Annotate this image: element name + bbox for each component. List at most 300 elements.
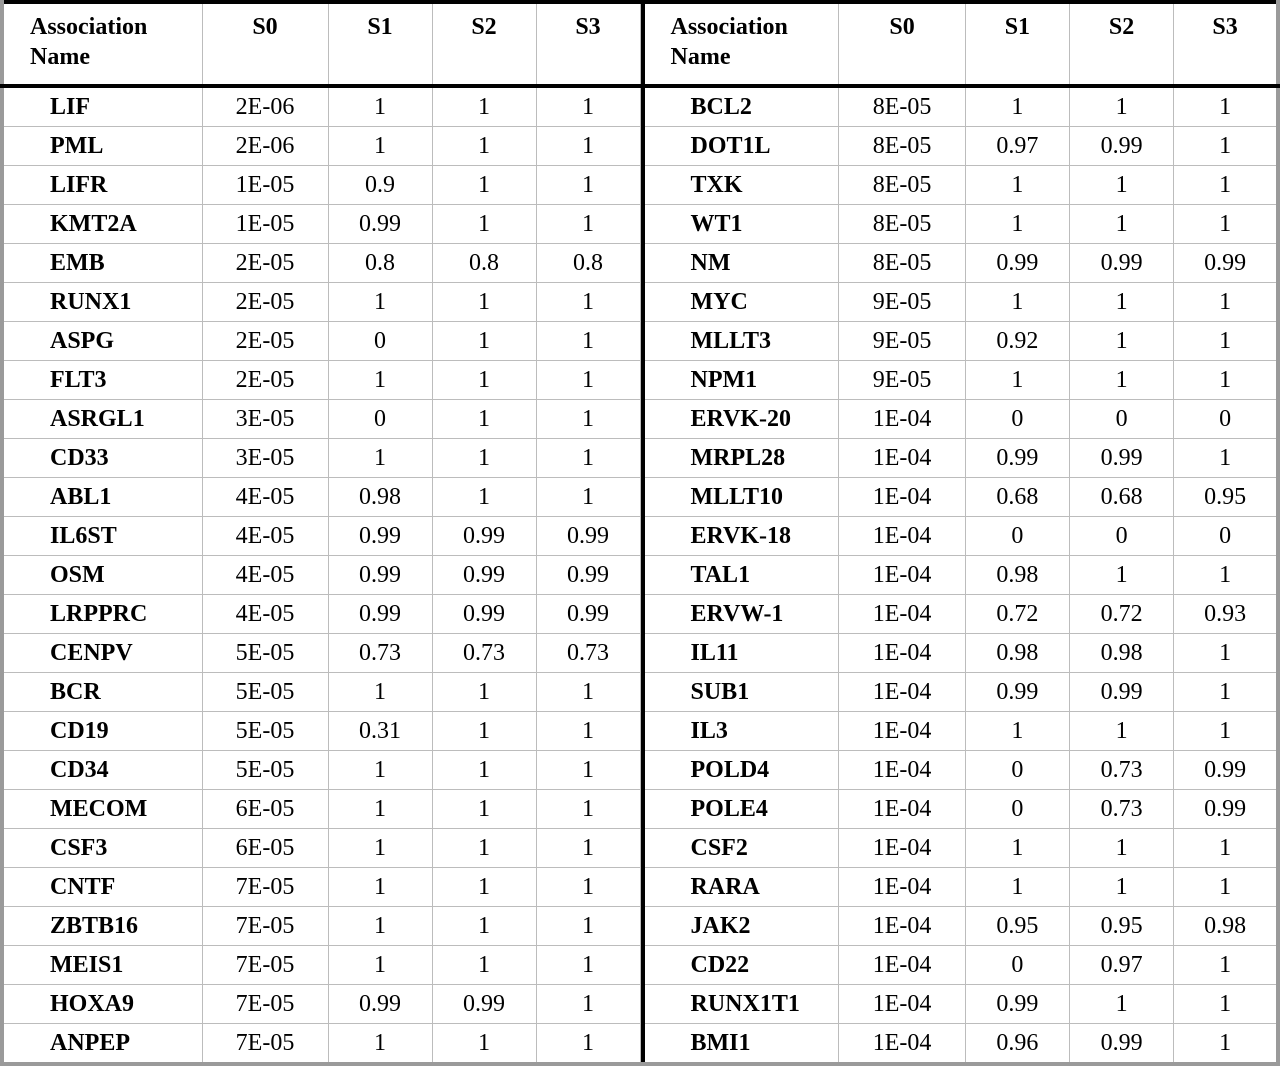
table-row: [2, 283, 640, 322]
cell-association-name: TAL1: [643, 556, 839, 595]
cell-s0: 1E-04: [839, 985, 965, 1024]
table-row: [643, 400, 1279, 439]
cell-s1: 1: [965, 86, 1069, 127]
cell-s0: 1E-04: [839, 634, 965, 673]
cell-s1: 1: [965, 361, 1069, 400]
cell-s2: 1: [432, 478, 536, 517]
cell-s1: 0.99: [328, 517, 432, 556]
cell-association-name: RUNX1T1: [643, 985, 839, 1024]
cell-s3: 1: [536, 712, 640, 751]
cell-s2: 1: [1069, 283, 1173, 322]
cell-s0: 5E-05: [202, 751, 328, 790]
table-row: [643, 283, 1279, 322]
table-row: [643, 166, 1279, 205]
cell-association-name: POLE4: [643, 790, 839, 829]
cell-s0: 7E-05: [202, 1024, 328, 1065]
cell-s1: 1: [328, 946, 432, 985]
cell-s3: 0.99: [1174, 244, 1278, 283]
cell-association-name: SUB1: [643, 673, 839, 712]
cell-association-name: CD34: [2, 751, 202, 790]
cell-s3: 1: [1174, 829, 1278, 868]
cell-s3: 1: [1174, 712, 1278, 751]
cell-association-name: FLT3: [2, 361, 202, 400]
cell-association-name: JAK2: [643, 907, 839, 946]
table-row: [643, 751, 1279, 790]
cell-association-name: ABL1: [2, 478, 202, 517]
table-row: [643, 712, 1279, 751]
cell-s3: 0.93: [1174, 595, 1278, 634]
cell-s3: 1: [1174, 673, 1278, 712]
cell-s2: 0.99: [432, 985, 536, 1024]
table-row: [2, 361, 640, 400]
column-header-s1: S1: [965, 2, 1069, 86]
cell-s3: 1: [1174, 439, 1278, 478]
cell-s2: 1: [432, 166, 536, 205]
cell-association-name: KMT2A: [2, 205, 202, 244]
table-row: [643, 634, 1279, 673]
table-row: [2, 166, 640, 205]
cell-association-name: CD22: [643, 946, 839, 985]
cell-association-name: ANPEP: [2, 1024, 202, 1065]
cell-s1: 0: [965, 400, 1069, 439]
table-row: [2, 595, 640, 634]
cell-s0: 8E-05: [839, 244, 965, 283]
cell-s3: 1: [536, 205, 640, 244]
cell-s1: 1: [965, 283, 1069, 322]
cell-s2: 1: [432, 712, 536, 751]
cell-s0: 5E-05: [202, 634, 328, 673]
column-header-name-line2: Name: [670, 44, 731, 70]
cell-s2: 1: [432, 205, 536, 244]
cell-s2: 0.97: [1069, 946, 1173, 985]
cell-s2: 1: [432, 751, 536, 790]
table-row: [2, 127, 640, 166]
cell-s1: 0: [328, 400, 432, 439]
cell-s1: 0.8: [328, 244, 432, 283]
cell-s2: 0.98: [1069, 634, 1173, 673]
cell-association-name: MLLT10: [643, 478, 839, 517]
cell-s0: 1E-04: [839, 868, 965, 907]
table-body-left: [2, 86, 640, 1064]
cell-association-name: ASRGL1: [2, 400, 202, 439]
cell-s2: 1: [432, 361, 536, 400]
cell-s0: 9E-05: [839, 322, 965, 361]
cell-s1: 1: [328, 1024, 432, 1065]
cell-s2: 0.68: [1069, 478, 1173, 517]
table-row: [643, 868, 1279, 907]
cell-s1: 0.98: [965, 634, 1069, 673]
cell-s2: 0: [1069, 400, 1173, 439]
cell-s0: 4E-05: [202, 478, 328, 517]
cell-s2: 1: [432, 868, 536, 907]
cell-s0: 6E-05: [202, 829, 328, 868]
cell-association-name: ERVK-18: [643, 517, 839, 556]
cell-s3: 0.98: [1174, 907, 1278, 946]
cell-s3: 0.99: [1174, 790, 1278, 829]
cell-s0: 9E-05: [839, 283, 965, 322]
cell-s0: 2E-05: [202, 244, 328, 283]
cell-s2: 1: [1069, 556, 1173, 595]
cell-s3: 1: [1174, 86, 1278, 127]
column-header-s1: S1: [328, 2, 432, 86]
cell-s2: 0.99: [432, 517, 536, 556]
table-row: [2, 673, 640, 712]
cell-association-name: MLLT3: [643, 322, 839, 361]
cell-association-name: CENPV: [2, 634, 202, 673]
cell-s1: 1: [965, 868, 1069, 907]
cell-s3: 0: [1174, 517, 1278, 556]
cell-association-name: IL11: [643, 634, 839, 673]
cell-s0: 1E-04: [839, 400, 965, 439]
cell-s2: 0.99: [1069, 244, 1173, 283]
table-row: [2, 712, 640, 751]
cell-s0: 1E-04: [839, 751, 965, 790]
cell-s1: 1: [328, 439, 432, 478]
cell-s3: 1: [1174, 322, 1278, 361]
cell-s3: 0.99: [536, 517, 640, 556]
table-row: [643, 595, 1279, 634]
cell-s2: 0.99: [1069, 1024, 1173, 1065]
cell-s1: 1: [328, 790, 432, 829]
cell-s0: 8E-05: [839, 205, 965, 244]
cell-s3: 0: [1174, 400, 1278, 439]
cell-s3: 1: [536, 673, 640, 712]
cell-association-name: LRPPRC: [2, 595, 202, 634]
table-row: [2, 634, 640, 673]
cell-s1: 0.98: [328, 478, 432, 517]
cell-s1: 1: [328, 868, 432, 907]
cell-s3: 1: [536, 829, 640, 868]
cell-s0: 8E-05: [839, 166, 965, 205]
cell-s0: 2E-06: [202, 86, 328, 127]
cell-association-name: CNTF: [2, 868, 202, 907]
cell-association-name: MECOM: [2, 790, 202, 829]
cell-association-name: OSM: [2, 556, 202, 595]
cell-s2: 0.99: [432, 595, 536, 634]
cell-association-name: TXK: [643, 166, 839, 205]
table-row: [2, 205, 640, 244]
cell-s1: 1: [965, 712, 1069, 751]
cell-s1: 0.99: [328, 595, 432, 634]
cell-association-name: ZBTB16: [2, 907, 202, 946]
table-row: [643, 1024, 1279, 1065]
cell-s3: 1: [536, 361, 640, 400]
column-header-s0: S0: [202, 2, 328, 86]
cell-s3: 1: [536, 868, 640, 907]
cell-s2: 1: [432, 790, 536, 829]
table-row: [2, 400, 640, 439]
cell-association-name: LIF: [2, 86, 202, 127]
cell-s1: 1: [328, 86, 432, 127]
column-header-name-line1: Association: [30, 14, 148, 40]
cell-s0: 1E-04: [839, 907, 965, 946]
cell-s3: 1: [1174, 868, 1278, 907]
cell-association-name: IL3: [643, 712, 839, 751]
cell-s2: 0.73: [1069, 751, 1173, 790]
cell-s3: 1: [1174, 127, 1278, 166]
cell-s3: 0.73: [536, 634, 640, 673]
cell-s2: 0.73: [1069, 790, 1173, 829]
cell-s3: 1: [1174, 166, 1278, 205]
cell-association-name: ASPG: [2, 322, 202, 361]
column-header-association-name: [2, 2, 202, 86]
cell-s1: 0: [328, 322, 432, 361]
table-row: [2, 907, 640, 946]
cell-s2: 0.99: [1069, 439, 1173, 478]
cell-s3: 1: [536, 439, 640, 478]
cell-s2: 1: [432, 322, 536, 361]
table-row: [643, 673, 1279, 712]
cell-s0: 7E-05: [202, 907, 328, 946]
column-header-association-name: [643, 2, 839, 86]
cell-association-name: DOT1L: [643, 127, 839, 166]
cell-s2: 0.95: [1069, 907, 1173, 946]
table-row: [643, 127, 1279, 166]
cell-s1: 0.97: [965, 127, 1069, 166]
cell-s1: 0.31: [328, 712, 432, 751]
table-row: [2, 829, 640, 868]
cell-s3: 1: [536, 907, 640, 946]
cell-s1: 1: [328, 361, 432, 400]
cell-s1: 0.95: [965, 907, 1069, 946]
cell-association-name: MEIS1: [2, 946, 202, 985]
cell-association-name: PML: [2, 127, 202, 166]
cell-s3: 1: [1174, 985, 1278, 1024]
cell-s3: 1: [536, 751, 640, 790]
cell-s1: 0.98: [965, 556, 1069, 595]
table-row: [2, 556, 640, 595]
table-row: [643, 322, 1279, 361]
cell-s3: 1: [536, 322, 640, 361]
cell-association-name: BCL2: [643, 86, 839, 127]
cell-s2: 0.99: [1069, 673, 1173, 712]
table-row: [2, 868, 640, 907]
cell-s0: 4E-05: [202, 517, 328, 556]
cell-association-name: MYC: [643, 283, 839, 322]
cell-association-name: NM: [643, 244, 839, 283]
table-row: [643, 790, 1279, 829]
cell-s0: 7E-05: [202, 868, 328, 907]
cell-s1: 0.73: [328, 634, 432, 673]
cell-s0: 1E-04: [839, 712, 965, 751]
cell-s0: 1E-05: [202, 166, 328, 205]
cell-s2: 1: [432, 283, 536, 322]
cell-s2: 1: [1069, 86, 1173, 127]
cell-s2: 1: [432, 86, 536, 127]
cell-s0: 9E-05: [839, 361, 965, 400]
cell-association-name: BCR: [2, 673, 202, 712]
cell-s0: 7E-05: [202, 985, 328, 1024]
cell-s3: 1: [1174, 205, 1278, 244]
cell-s3: 1: [1174, 283, 1278, 322]
table-row: [643, 946, 1279, 985]
cell-s2: 1: [1069, 712, 1173, 751]
cell-s2: 1: [432, 127, 536, 166]
cell-association-name: IL6ST: [2, 517, 202, 556]
cell-s0: 2E-06: [202, 127, 328, 166]
table-row: [2, 322, 640, 361]
cell-s0: 3E-05: [202, 400, 328, 439]
cell-s3: 1: [536, 283, 640, 322]
cell-s2: 0.72: [1069, 595, 1173, 634]
cell-s3: 1: [536, 790, 640, 829]
cell-s3: 1: [536, 127, 640, 166]
cell-s1: 0.9: [328, 166, 432, 205]
cell-association-name: ERVW-1: [643, 595, 839, 634]
column-header-s2: S2: [1069, 2, 1173, 86]
cell-s0: 4E-05: [202, 595, 328, 634]
cell-s0: 1E-04: [839, 517, 965, 556]
cell-s1: 0.99: [965, 244, 1069, 283]
cell-s2: 0.99: [1069, 127, 1173, 166]
cell-s1: 1: [965, 166, 1069, 205]
cell-s2: 0.99: [432, 556, 536, 595]
header-row: [2, 2, 640, 86]
cell-s1: 1: [328, 751, 432, 790]
table-row: [643, 985, 1279, 1024]
table-row: [2, 244, 640, 283]
cell-s1: 0: [965, 946, 1069, 985]
cell-s0: 2E-05: [202, 361, 328, 400]
cell-s1: 1: [328, 907, 432, 946]
cell-s1: 0: [965, 517, 1069, 556]
cell-s2: 1: [432, 439, 536, 478]
cell-s2: 1: [1069, 868, 1173, 907]
cell-s3: 1: [536, 985, 640, 1024]
cell-s1: 0.99: [965, 985, 1069, 1024]
column-header-s3: S3: [1174, 2, 1278, 86]
cell-s1: 0.68: [965, 478, 1069, 517]
cell-association-name: LIFR: [2, 166, 202, 205]
cell-s2: 1: [1069, 205, 1173, 244]
table-row: [2, 790, 640, 829]
table-row: [643, 86, 1279, 127]
cell-s2: 1: [1069, 322, 1173, 361]
cell-s3: 1: [1174, 556, 1278, 595]
cell-association-name: CSF2: [643, 829, 839, 868]
cell-association-name: NPM1: [643, 361, 839, 400]
cell-association-name: WT1: [643, 205, 839, 244]
cell-s3: 1: [536, 86, 640, 127]
cell-association-name: RUNX1: [2, 283, 202, 322]
cell-s1: 0.72: [965, 595, 1069, 634]
cell-s2: 1: [1069, 361, 1173, 400]
cell-s1: 0.99: [965, 673, 1069, 712]
cell-s0: 2E-05: [202, 322, 328, 361]
table-row: [643, 205, 1279, 244]
cell-association-name: EMB: [2, 244, 202, 283]
table-row: [643, 439, 1279, 478]
cell-s2: 1: [1069, 985, 1173, 1024]
cell-s2: 1: [1069, 166, 1173, 205]
cell-s0: 7E-05: [202, 946, 328, 985]
cell-s0: 1E-04: [839, 478, 965, 517]
table-row: [2, 1024, 640, 1065]
cell-s1: 1: [328, 127, 432, 166]
cell-s1: 1: [328, 829, 432, 868]
cell-s2: 1: [432, 673, 536, 712]
cell-association-name: ERVK-20: [643, 400, 839, 439]
table-row: [2, 439, 640, 478]
cell-s0: 1E-04: [839, 1024, 965, 1065]
cell-association-name: HOXA9: [2, 985, 202, 1024]
cell-s2: 0.73: [432, 634, 536, 673]
table-row: [2, 86, 640, 127]
cell-s1: 0.99: [328, 205, 432, 244]
cell-s1: 1: [965, 829, 1069, 868]
table-row: [2, 478, 640, 517]
cell-s3: 0.99: [536, 595, 640, 634]
cell-s1: 0.99: [328, 985, 432, 1024]
cell-s3: 0.8: [536, 244, 640, 283]
cell-s3: 1: [536, 946, 640, 985]
cell-association-name: CSF3: [2, 829, 202, 868]
table-row: [643, 244, 1279, 283]
cell-s3: 1: [1174, 1024, 1278, 1065]
cell-s0: 1E-04: [839, 829, 965, 868]
cell-s0: 1E-04: [839, 790, 965, 829]
cell-s1: 0.99: [328, 556, 432, 595]
cell-s0: 1E-04: [839, 595, 965, 634]
cell-s2: 0: [1069, 517, 1173, 556]
cell-s2: 1: [432, 400, 536, 439]
cell-s2: 1: [432, 946, 536, 985]
cell-s3: 1: [1174, 361, 1278, 400]
cell-s2: 1: [432, 829, 536, 868]
association-table-right: [641, 0, 1280, 1066]
cell-s0: 1E-04: [839, 673, 965, 712]
table-row: [643, 361, 1279, 400]
cell-s2: 1: [1069, 829, 1173, 868]
table-row: [643, 907, 1279, 946]
column-header-name-line2: Name: [30, 44, 90, 70]
table-row: [2, 751, 640, 790]
cell-s0: 2E-05: [202, 283, 328, 322]
cell-association-name: MRPL28: [643, 439, 839, 478]
table-row: [2, 985, 640, 1024]
cell-association-name: RARA: [643, 868, 839, 907]
cell-s1: 1: [328, 673, 432, 712]
cell-s0: 3E-05: [202, 439, 328, 478]
table-row: [2, 517, 640, 556]
cell-s3: 0.95: [1174, 478, 1278, 517]
table-row: [2, 946, 640, 985]
cell-s3: 1: [536, 1024, 640, 1065]
cell-association-name: BMI1: [643, 1024, 839, 1065]
column-header-s2: S2: [432, 2, 536, 86]
cell-s3: 0.99: [1174, 751, 1278, 790]
cell-association-name: CD33: [2, 439, 202, 478]
cell-s0: 1E-04: [839, 556, 965, 595]
cell-s3: 1: [536, 400, 640, 439]
column-header-name-line1: Association: [670, 14, 788, 40]
cell-s1: 0: [965, 790, 1069, 829]
cell-association-name: POLD4: [643, 751, 839, 790]
table-body-right: [643, 86, 1279, 1064]
cell-s0: 6E-05: [202, 790, 328, 829]
table-row: [643, 829, 1279, 868]
cell-s0: 5E-05: [202, 673, 328, 712]
table-row: [643, 517, 1279, 556]
table-row: [643, 478, 1279, 517]
cell-association-name: CD19: [2, 712, 202, 751]
cell-s1: 0.96: [965, 1024, 1069, 1065]
table-row: [643, 556, 1279, 595]
cell-s0: 4E-05: [202, 556, 328, 595]
column-header-s3: S3: [536, 2, 640, 86]
cell-s0: 1E-05: [202, 205, 328, 244]
cell-s0: 1E-04: [839, 439, 965, 478]
